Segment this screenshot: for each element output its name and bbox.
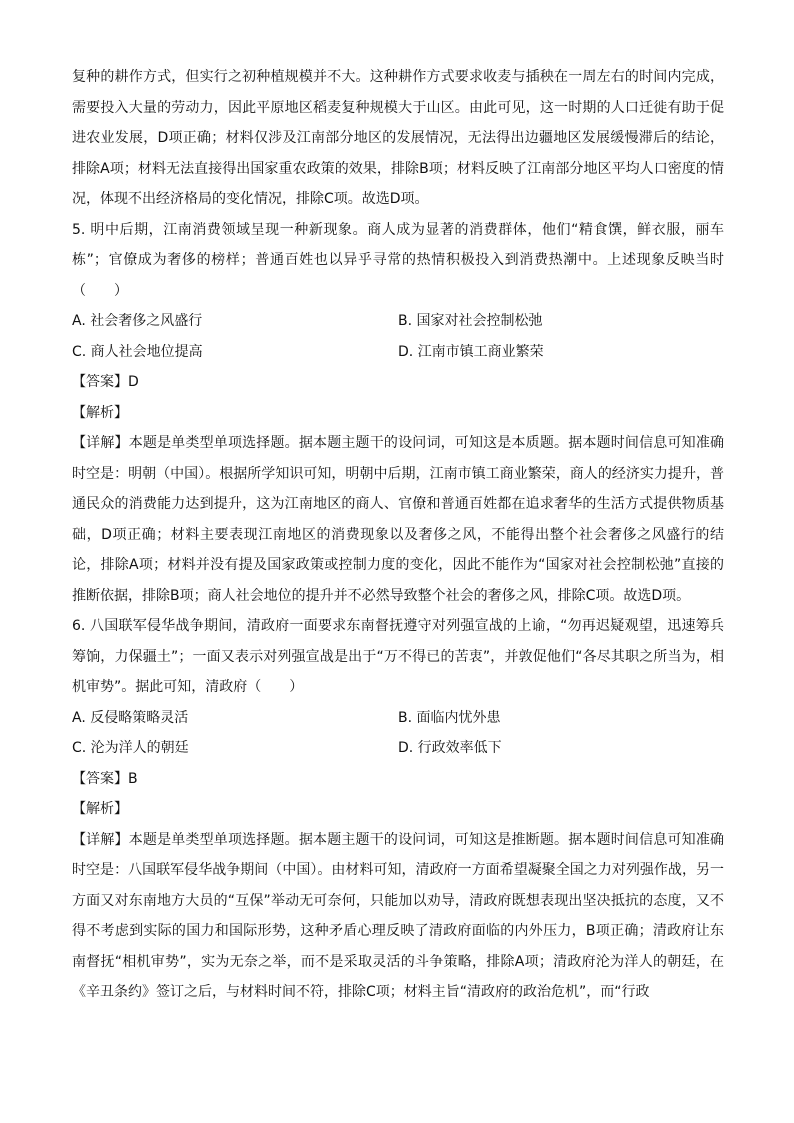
question-5-options	[72, 306, 724, 367]
q6-option-a: A. 反侵略策略灵活	[72, 709, 189, 726]
q6-option-d: D. 行政效率低下	[398, 740, 502, 756]
q6-analysis-label: 【解析】	[72, 801, 128, 817]
q6-option-b: B. 面临内忧外患	[398, 709, 501, 726]
q5-analysis-label: 【解析】	[72, 404, 128, 421]
q6-detail: 【详解】本题是单类型单项选择题。据本题主题干的设问词，可知这是推断题。据本题时间信息可知准确时空是：八国联军侵华战争期间（中国）。由材料可知，清政府一方面希望凝聚全国之力对列强作战，另一方面又对东南地方大员的“互保”举动无可奈何，只能加以劝导，清政府既想表现出坚决抵抗的态度，又不得不考虑到实际的国力和国际形势，这种矛盾心理反映了清政府面临的内外压力，B项正确；清政府让东南督抚“相机审势”，实为无奈之举，而不是采取灵活的斗争策略，排除A项；清政府沦为洋人的朝廷，在《辛丑条约》签订之后，与材料时间不符，排除C项；材料主旨“清政府的政治危机”，而“行政	[72, 831, 724, 1000]
document-page	[72, 62, 724, 1008]
question-6-stem: 6. 八国联军侵华战争期间，清政府一面要求东南督抚遵守对列强宣战的上谕，“勿再迟疑观望，迅速筹兵筹饷，力保疆土”；一面又表示对列强宣战是出于“万不得已的苦衷”，并敦促他们“各尽其职之所当为，相机审势”。据此可知，清政府（ ）	[72, 618, 724, 695]
q6-option-c: C. 沦为洋人的朝廷	[72, 740, 189, 756]
q5-answer: 【答案】D	[72, 374, 139, 390]
q5-detail: 【详解】本题是单类型单项选择题。据本题主题干的设问词，可知这是本质题。据本题时间信息可知准确时空是：明朝（中国）。根据所学知识可知，明朝中后期，江南市镇工商业繁荣，商人的经济实力提升，普通民众的消费能力达到提升，这为江南地区的商人、官僚和普通百姓都在追求奢华的生活方式提供物质基础，D项正确；材料主要表现江南地区的消费现象以及奢侈之风，不能得出整个社会奢侈之风盛行的结论，排除A项；材料并没有提及国家政策或控制力度的变化，因此不能作为“国家对社会控制松弛”直接的推断依据，排除B项；商人社会地位的提升并不必然导致整个社会的奢侈之风，排除C项。故选D项。	[72, 435, 724, 604]
previous-analysis-continuation: 复种的耕作方式，但实行之初种植规模并不大。这种耕作方式要求收麦与插秧在一周左右的时间内完成，需要投入大量的劳动力，因此平原地区稻麦复种规模大于山区。由此可见，这一时期的人口迁徙有助于促进农业发展，D项正确；材料仅涉及江南部分地区的发展情况，无法得出边疆地区发展缓慢滞后的结论，排除A项；材料无法直接得出国家重农政策的效果，排除B项；材料反映了江南部分地区平均人口密度的情况，体现不出经济格局的变化情况，排除C项。故选D项。	[72, 69, 724, 207]
q5-option-d: D. 江南市镇工商业繁荣	[398, 343, 544, 360]
question-6	[72, 611, 724, 1008]
q5-option-b: B. 国家对社会控制松弛	[398, 313, 543, 329]
question-5	[72, 215, 724, 612]
question-5-stem: 5. 明中后期，江南消费领域呈现一种新现象。商人成为显著的消费群体，他们“精食馔，鲜衣服，丽车栋”；官僚成为奢侈的榜样；普通百姓也以异乎寻常的热情积极投入到消费热潮中。上述现象反映当时（ ）	[72, 221, 724, 299]
q6-answer: 【答案】B	[72, 770, 138, 787]
question-6-options	[72, 703, 724, 764]
q5-option-a: A. 社会奢侈之风盛行	[72, 313, 203, 329]
q5-option-c: C. 商人社会地位提高	[72, 343, 203, 360]
